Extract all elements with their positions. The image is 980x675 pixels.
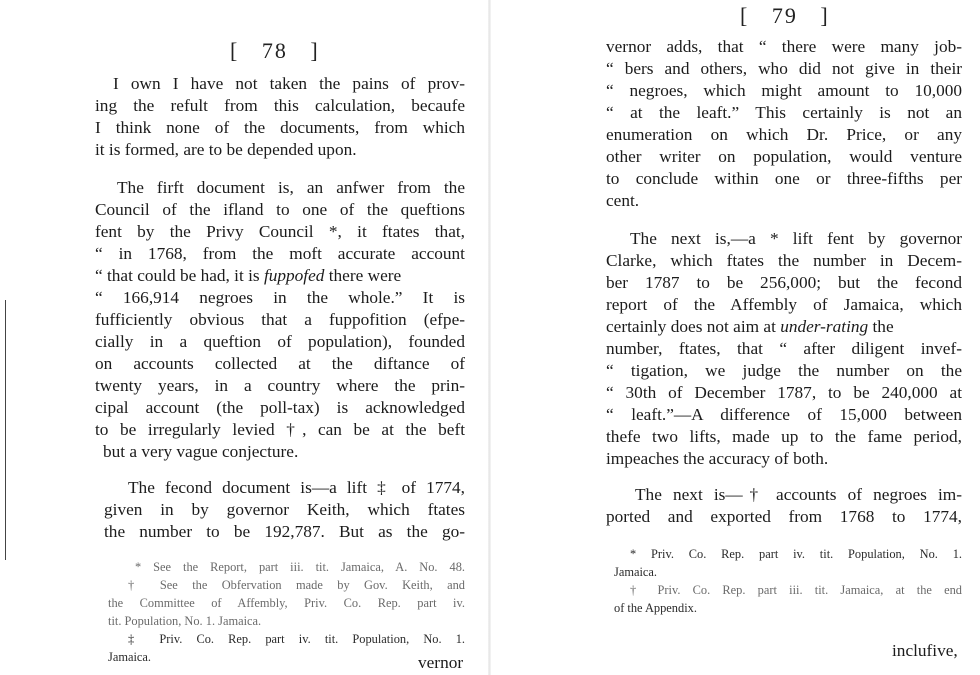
- text-line: I think none of the documents, from which: [95, 118, 465, 137]
- text-line: to be irregularly levied †, can be at the beft: [95, 420, 465, 439]
- text-line: cent.: [606, 191, 640, 210]
- footnote-line: the Committee of Affembly, Priv. Co. Rep. part iv.: [108, 596, 465, 610]
- text-line: cipal account (the poll-tax) is acknowledged: [95, 398, 465, 417]
- text-line: impeaches the accuracy of both.: [606, 449, 829, 468]
- text-line: The fecond document is—a lift ‡ of 1774,: [128, 478, 465, 497]
- text-line: The firft document is, an anfwer from the: [117, 178, 465, 197]
- text-line: ing the refult from this calculation, becaufe: [95, 96, 465, 115]
- text-run: there were: [324, 266, 402, 285]
- footnote-line: tit. Population, No. 1. Jamaica.: [108, 614, 262, 628]
- text-line: ber 1787 to be 256,000; but the fecond: [606, 273, 962, 292]
- text-line: I own I have not taken the pains of prov-: [113, 74, 465, 93]
- page-number: [ 79 ]: [740, 3, 830, 28]
- text-run: the: [868, 317, 894, 336]
- footnote-line: † See the Obfervation made by Gov. Keith, and: [128, 578, 465, 592]
- catchword: inclufive,: [892, 641, 958, 660]
- text-line: cially in a queftion of population), founded: [95, 332, 465, 351]
- page-number: [ 78 ]: [230, 38, 320, 63]
- text-line: The next is—† accounts of negroes im-: [635, 485, 962, 504]
- text-line: [606, 316, 962, 338]
- footnote-line: * See the Report, part iii. tit. Jamaica, A. No. 48.: [135, 560, 465, 574]
- text-line: “ tigation, we judge the number on the: [606, 361, 962, 380]
- text-line: fufficiently obvious that a fuppofition (efpe-: [95, 310, 465, 329]
- catchword: vernor: [418, 653, 464, 672]
- text-line: enumeration on which Dr. Price, or any: [606, 125, 962, 144]
- footnote-line: ‡ Priv. Co. Rep. part iv. tit. Population, No. 1.: [128, 632, 465, 646]
- text-line: to conclude within one or three-fifths per: [606, 169, 962, 188]
- text-line: “ negroes, which might amount to 10,000: [606, 81, 962, 100]
- text-line: number, ftates, that “ after diligent invef-: [606, 339, 962, 358]
- text-line: “ in 1768, from the moft accurate account: [95, 244, 465, 263]
- text-line: vernor adds, that “ there were many job-: [606, 37, 962, 56]
- text-run: certainly does not aim at: [606, 317, 781, 336]
- text-line: it is formed, are to be depended upon.: [95, 140, 357, 159]
- footnote-line: Jamaica.: [614, 565, 657, 579]
- text-line: “ 166,914 negroes in the whole.” It is: [95, 288, 465, 307]
- text-line: given in by governor Keith, which ftates: [104, 500, 465, 519]
- italic-word: fuppofed: [263, 266, 325, 285]
- text-line: other writer on population, would venture: [606, 147, 962, 166]
- text-line: “ bers and others, who did not give in their: [606, 59, 962, 78]
- text-line: ported and exported from 1768 to 1774,: [606, 507, 962, 526]
- text-line: “ leaft.”—A difference of 15,000 between: [606, 405, 962, 424]
- text-run: “ that could be had, it is: [95, 266, 264, 285]
- footnote-line: † Priv. Co. Rep. part iii. tit. Jamaica, at the end: [630, 583, 962, 597]
- footnote-line: * Priv. Co. Rep. part iv. tit. Population, No. 1.: [630, 547, 962, 561]
- right-page: [490, 0, 980, 675]
- text-line: “ 30th of December 1787, to be 240,000 at: [606, 383, 962, 402]
- footnote-line: of the Appendix.: [614, 601, 697, 615]
- text-line: “ at the leaft.” This certainly is not an: [606, 103, 962, 122]
- text-line: the number to be 192,787. But as the go-: [104, 522, 465, 541]
- text-line: report of the Affembly of Jamaica, which: [606, 295, 962, 314]
- text-line: Clarke, which ftates the number in Decem-: [606, 251, 962, 270]
- text-line: Council of the ifland to one of the queftions: [95, 200, 465, 219]
- binding-edge-mark: [5, 300, 6, 560]
- text-line: The next is,—a * lift fent by governor: [630, 229, 962, 248]
- text-line: [95, 265, 465, 287]
- italic-word: under-rating: [780, 317, 869, 336]
- text-line: fent by the Privy Council *, it ftates that,: [95, 222, 465, 241]
- text-line: on accounts collected at the diftance of: [95, 354, 465, 373]
- text-line: thefe two lifts, made up to the fame period,: [606, 427, 962, 446]
- footnote-line: Jamaica.: [108, 650, 151, 664]
- text-line: but a very vague conjecture.: [103, 442, 299, 461]
- text-line: twenty years, in a country where the prin-: [95, 376, 465, 395]
